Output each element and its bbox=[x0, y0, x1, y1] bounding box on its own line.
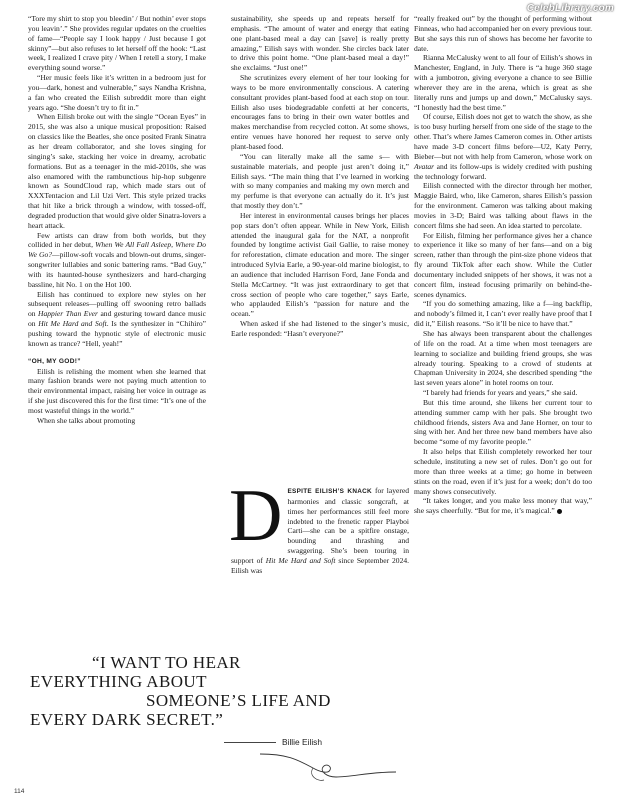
paragraph: When asked if she had listened to the singer’s music, Earle responded: “Hasn’t everyone?” bbox=[231, 319, 409, 338]
paragraph bbox=[28, 290, 206, 349]
pull-quote-line: EVERY DARK SECRET.” bbox=[30, 710, 224, 729]
paragraph bbox=[414, 496, 592, 516]
lead-in-caps: ESPITE EILISH’S KNACK bbox=[287, 488, 372, 495]
paragraph: When she talks about promoting bbox=[37, 415, 136, 425]
section-subhead: “OH, MY GOD!” bbox=[28, 357, 81, 365]
text-run: and gesturing toward dance music on bbox=[28, 309, 206, 329]
paragraph: Rianna McCalusky went to all four of Eilish’s shows in Manchester, England, in July. There is “a huge 360 stage with a jumbotron, giving everyone a chance to see Billie wherever they are in the arena, which is great as she literally runs and jumps up and down,” McCalusky says. “I honestly had the best time.” bbox=[414, 53, 592, 112]
paragraph: But this time around, she likens her current tour to attending summer camp with her pals. She brought two childhood friends, sisters Ava and Jane Horner, on tour to sing with her. And her three new band members have also become “some of my favorite people.” bbox=[414, 397, 592, 447]
end-mark-icon bbox=[557, 509, 562, 514]
paragraph: “Her music feels like it’s written in a bedroom just for you—dark, honest and vulnerable,” says Nandha Krishna, a fan who created the Eilish subreddit more than eight years ago. “She doesn’t try to fit in.” bbox=[28, 73, 206, 112]
drop-cap: D bbox=[229, 475, 283, 557]
paragraph: Eilish connected with the director through her mother, Maggie Baird, who, like Cameron, shares Eilish’s passion for the environment. Cameron was talking about making movies in 3-D; Baird was talking about flaws in the concert films she had seen. An idea started to percolate. bbox=[414, 181, 592, 230]
divider bbox=[224, 742, 276, 743]
attribution-name: Billie Eilish bbox=[282, 737, 323, 747]
page-number: 114 bbox=[14, 788, 25, 795]
text-run: Few artists can draw from both worlds, but they collided in her debut, bbox=[28, 230, 206, 250]
text-run: and its follow-ups is widely credited with pushing the technology forward. bbox=[414, 161, 592, 181]
text-run: . Is the synthesizer in “Chihiro” pushing toward the hypnotic style of electronic music known as trance? “Hell, yeah!” bbox=[28, 319, 207, 348]
paragraph: When Eilish broke out with the single “Ocean Eyes” in 2015, she was also a unique musical proposition: Raised on classics like the Beatles, she once posited Frank Sinatra as her dream collaborator, and she loves singing for singing’s sake, stacking her voice in dreamy, acrobatic formations. But as a teenager in the mid-2010s, she was also enamored with the rambunctious hip-hop subgenre known as SoundCloud rap, which made stars out of XXXTentacion and Lil Uzi Vert. This style prized tracks that hit like a brick through a window, with tossed-off, degraded production that would give older Sinatra-lovers a heart attack. bbox=[28, 112, 206, 230]
paragraph: She has always been transparent about the challenges of life on the road. At a time when most teenagers are learning to socialize and building friend groups, she was already touring. Speaking to a crowd of students at Chapman University in 2024, she described spending “the last seven years alone” in hotel rooms on tour. bbox=[414, 329, 592, 388]
text-run: “It takes longer, and you make less money that way,” she says cheerfully. “But for me, it’s magical.” bbox=[414, 496, 592, 516]
paragraph: “really freaked out” by the thought of performing without Finneas, who had accompanied her on every previous tour. But she says this run of shows has become her favorite to date. bbox=[414, 14, 592, 53]
paragraph: “Tore my shirt to stop you bleedin’ / But nothin’ ever stops you leavin’.” She provides regular updates on the cruelties of fame—“People say I look happy / Just because I got skinny”—but also refuses to let herself off the hook: “Last week, I realized I crave pity / When I retell a story, I make everything sound worse.” bbox=[28, 14, 206, 73]
paragraph: “If you do something amazing, like a f—ing backflip, and nobody’s filmed it, I can’t ever really have proof that I did it,” Eilish reasons. “So it’ll be nice to have that.” bbox=[414, 299, 592, 329]
text-run: Of course, Eilish does not get to watch the show, as she is too busy hurling herself from one side of the stage to the other. That’s where James Cameron comes in. Other artists have made 3-D concert films before—U2, Katy Perry, Bieber—but not with help from Cameron, whose work on bbox=[414, 112, 592, 161]
text-run: since September 2024. Eilish was bbox=[231, 555, 409, 575]
article-column-1 bbox=[28, 14, 206, 426]
album-title: Hit Me Hard and Soft bbox=[265, 555, 336, 565]
film-title: Avatar bbox=[414, 161, 435, 171]
article-column-3 bbox=[414, 14, 592, 516]
paragraph bbox=[28, 231, 206, 290]
paragraph: Her interest in environmental causes brings her places pop stars don’t often appear. While in New York, Eilish attended the inaugural gala for the NAT, a nonprofit founded by longtime activist Gail Gallie, to raise money for reforestation, climate education and more. The singer introduced Sylvia Earle, a 90-year-old marine biologist, to an audience that included Harrison Ford, Jane Fonda and Stella McCartney. “It was just extraordinary to get that cross section of people who care together,” says Earle, who applauded Eilish’s “passion for nature and the ocean.” bbox=[231, 210, 409, 319]
pull-quote-line: EVERYTHING ABOUT bbox=[30, 672, 207, 691]
watermark: CelebLibrary.com bbox=[526, 3, 614, 14]
article-column-2 bbox=[231, 14, 409, 339]
album-title: Hit Me Hard and Soft bbox=[38, 319, 107, 329]
pull-quote-attribution bbox=[224, 737, 322, 747]
pull-quote-line: SOMEONE’S LIFE AND bbox=[146, 691, 331, 710]
text-run: for layered harmonies and classic songcraft, at times her performances still feel more indebted to the frenetic rapper Playboi Carti—she can be a spitfire onstage, bounding and thrashing and swaggering. She’s been touring in support of bbox=[231, 486, 409, 565]
paragraph: sustainability, she speeds up and repeats herself for emphasis. “The amount of water and energy that eating one plant-based meal a day can [save] is really pretty amazing,” Eilish says with wonder. She circles back later to drive this point home. “One plant-based meal a day!” she exclaims. “Just one!” bbox=[231, 14, 409, 73]
paragraph: “You can literally make all the same s— with sustainable materials, and people just aren’t doing it,” Eilish says. “The main thing that I’ve learned in working with so many companies and making my own merch and my perfume is that everyone can actually do it. It’s just that mostly they don’t.” bbox=[231, 151, 409, 211]
section-lead bbox=[229, 475, 409, 576]
album-title: When We All Fall Asleep, Where Do We Go? bbox=[28, 240, 206, 260]
paragraph: It also helps that Eilish completely reworked her tour schedule, instituting a new set of rules. Don’t go out for more than three weeks at a time; go home in between stints on the road, even if it’s just for a week; don’t do too many shows consecutively. bbox=[414, 447, 592, 496]
text-run: Eilish has continued to explore new styles on her subsequent releases—pulling off swooning retro ballads on bbox=[28, 289, 206, 319]
pull-quote bbox=[30, 653, 405, 729]
pull-quote-line: “I WANT TO HEAR bbox=[92, 653, 241, 672]
text-run: —pillow-soft vocals and blown-out drums, singer-songwriter lullabies and sonic battering rams. “Bad Guy,” with its haunted-house synthesizers and hard-charging bassline, hit No. 1 on the Hot 100. bbox=[28, 250, 206, 289]
paragraph bbox=[414, 112, 592, 181]
paragraph: For Eilish, filming her performance gives her a chance to experience it like so many of her fans—and on a big screen, rather than through the pint-size phone videos that fly around TikTok after each show. While the Cutler documentary included snippets of her shows, it was not a concert film, instead focusing primarily on behind-the-scenes dynamics. bbox=[414, 230, 592, 299]
paragraph: “I barely had friends for years and years,” she said. bbox=[423, 388, 578, 398]
album-title: Happier Than Ever bbox=[38, 309, 98, 319]
paragraph: She scrutinizes every element of her tour looking for ways to be more environmentally conscious. A catering consultant provides plant-based food at each stop on tour. Eilish also uses biodegradable confetti at her concerts, encourages fans to bring in their own water bottles and makes merchandise from recycled cotton. At some shows, entire venues have honored her request to serve only plant-based food. bbox=[231, 73, 409, 151]
paragraph: Eilish is relishing the moment when she learned that many fashion brands were not paying much attention to their environmental impact, raising her voice in outrage as if she just discovered this for the first time: “It’s one of the most wasteful things in the world.” bbox=[28, 366, 206, 415]
flourish-ornament-icon bbox=[258, 750, 398, 786]
